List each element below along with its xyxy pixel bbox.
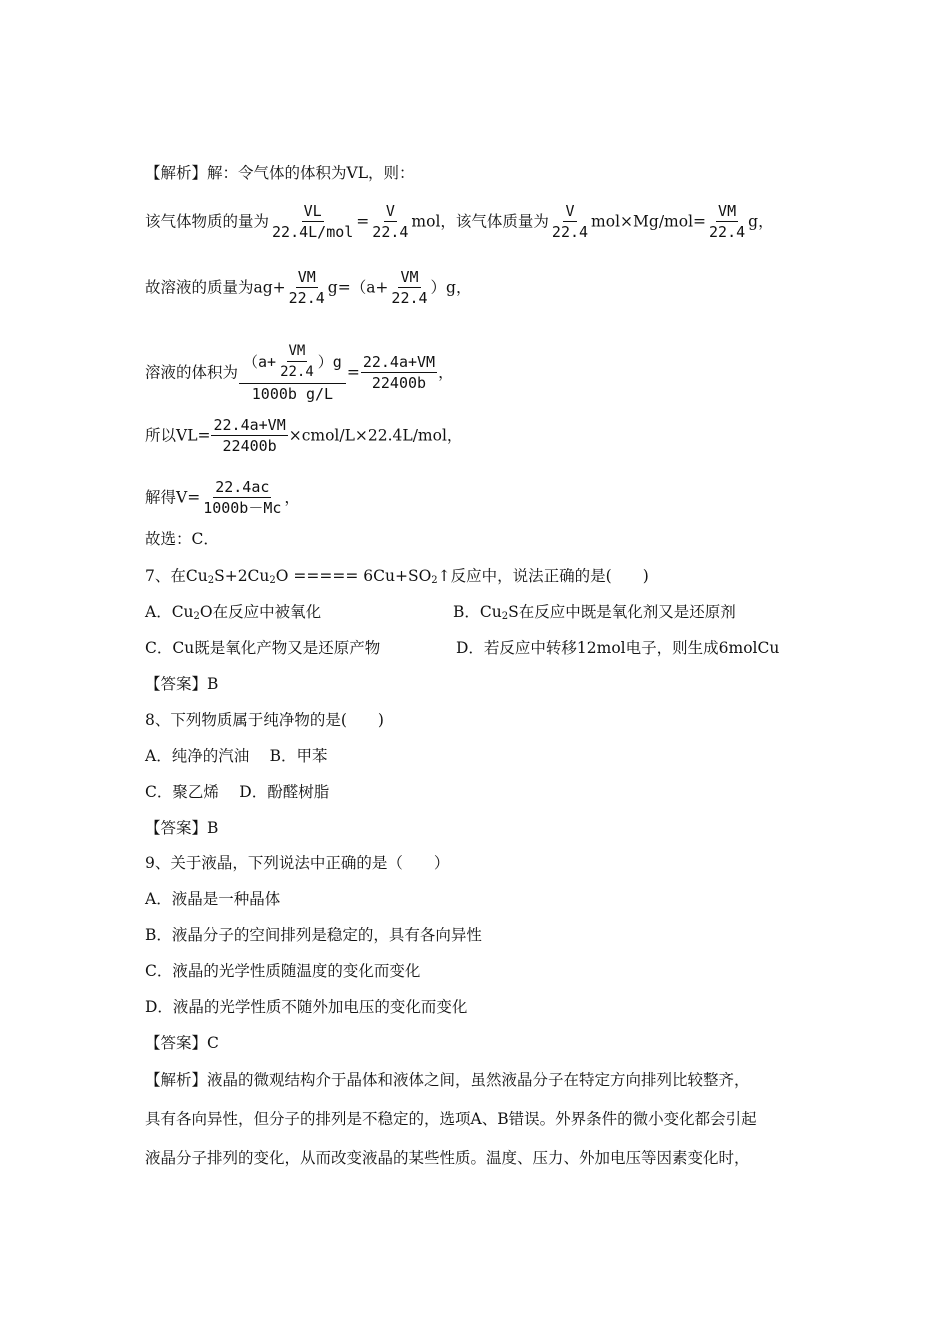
solution-line-5: 解得V= $\frac{22.4ac}{1000b-Mc}$ ， bbox=[145, 478, 300, 517]
q9-explanation-1: 【解析】液晶的微观结构介于晶体和液体之间，虽然液晶分子在特定方向排列比较整齐， bbox=[145, 1071, 750, 1089]
fraction-moles: $\frac{VL}{\text{22.4L/mol}}$ bbox=[272, 202, 354, 241]
q9-option-d: D．液晶的光学性质不随外加电压的变化而变化 bbox=[145, 998, 468, 1016]
q8-options-cd: C．聚乙烯 D．酚醛树脂 bbox=[145, 783, 330, 801]
q7-option-d: D．若反应中转移12mol电子，则生成6molCu bbox=[456, 639, 780, 657]
fraction-solution-mass: $\frac{VM}{22.4}$ bbox=[288, 268, 325, 307]
solution-choice: 故选：C． bbox=[145, 530, 219, 548]
q8-options-ab: A．纯净的汽油 B．甲苯 bbox=[145, 747, 328, 765]
q7-option-a: A．$Cu_2O$在反应中被氧化 bbox=[145, 603, 322, 622]
solution-line-2: 故溶液的质量为ag+ $\frac{VM}{22.4}$ g=（a+ $\frac{VM}{22.4}$ ）g， bbox=[145, 268, 472, 307]
q9-stem: 9、关于液晶，下列说法中正确的是（ ） bbox=[145, 854, 450, 872]
q9-explanation-3: 液晶分子排列的变化，从而改变液晶的某些性质。温度、压力、外加电压等因素变化时， bbox=[145, 1149, 750, 1167]
fraction-volume-result: $\frac{22.4a+VM}{22400b}$ bbox=[362, 353, 436, 392]
fraction-solution-volume: （a+ $\frac{VM}{22.4}$ ）g 1000b g/L bbox=[239, 342, 346, 403]
solution-line-4: 所以VL= $\frac{22.4a+VM}{22400b}$ ×cmol/L×22.4L/mol， bbox=[145, 416, 463, 455]
fraction-vl: $\frac{22.4a+VM}{22400b}$ bbox=[213, 416, 286, 455]
fraction-v-result: $\frac{22.4ac}{1000b-Mc}$ bbox=[203, 478, 282, 517]
fraction-solution-mass-2: $\frac{VM}{22.4}$ bbox=[391, 268, 428, 307]
q9-option-a: A．液晶是一种晶体 bbox=[145, 890, 281, 908]
solution-line-3: 溶液的体积为 （a+ $\frac{VM}{22.4}$ ）g 1000b g/L = $\frac{22.4a+VM}{22400b}$ ， bbox=[145, 343, 454, 403]
q9-answer: 【答案】C bbox=[145, 1034, 219, 1052]
q9-option-c: C．液晶的光学性质随温度的变化而变化 bbox=[145, 962, 421, 980]
q7-option-b: B．$Cu_2S$在反应中既是氧化剂又是还原剂 bbox=[453, 603, 736, 622]
q8-answer: 【答案】B bbox=[145, 819, 219, 837]
fraction-inner: $\frac{VM}{22.4}$ bbox=[280, 343, 314, 380]
solution-line-1: 该气体物质的量为 $\frac{VL}{\text{22.4L/mol}}$ = $\frac{V}{22.4}$ mol，该气体质量为 $\frac{V}{22.4}$ mol×Mg/mol= $\frac{VM}{22.4}$ g， bbox=[145, 202, 774, 241]
q9-explanation-2: 具有各向异性，但分子的排列是不稳定的，选项A、B错误。外界条件的微小变化都会引起 bbox=[145, 1110, 757, 1128]
fraction-mass: $\frac{VM}{22.4}$ bbox=[709, 202, 746, 241]
q7-answer: 【答案】B bbox=[145, 675, 219, 693]
q7-option-c: C．Cu既是氧化产物又是还原产物 bbox=[145, 639, 381, 657]
q9-option-b: B．液晶分子的空间排列是稳定的，具有各向异性 bbox=[145, 926, 482, 944]
q7-stem: 7、在$Cu_2S+2Cu_2O$ ===== $6Cu+SO_2↑$反应中，说法正确的是( ) bbox=[145, 567, 649, 586]
solution-intro: 【解析】解：令气体的体积为VL，则： bbox=[145, 164, 415, 182]
fraction-mass-moles: $\frac{V}{22.4}$ bbox=[551, 202, 589, 241]
fraction-moles-simplified: $\frac{V}{22.4}$ bbox=[372, 202, 409, 241]
q8-stem: 8、下列物质属于纯净物的是( ) bbox=[145, 711, 384, 729]
